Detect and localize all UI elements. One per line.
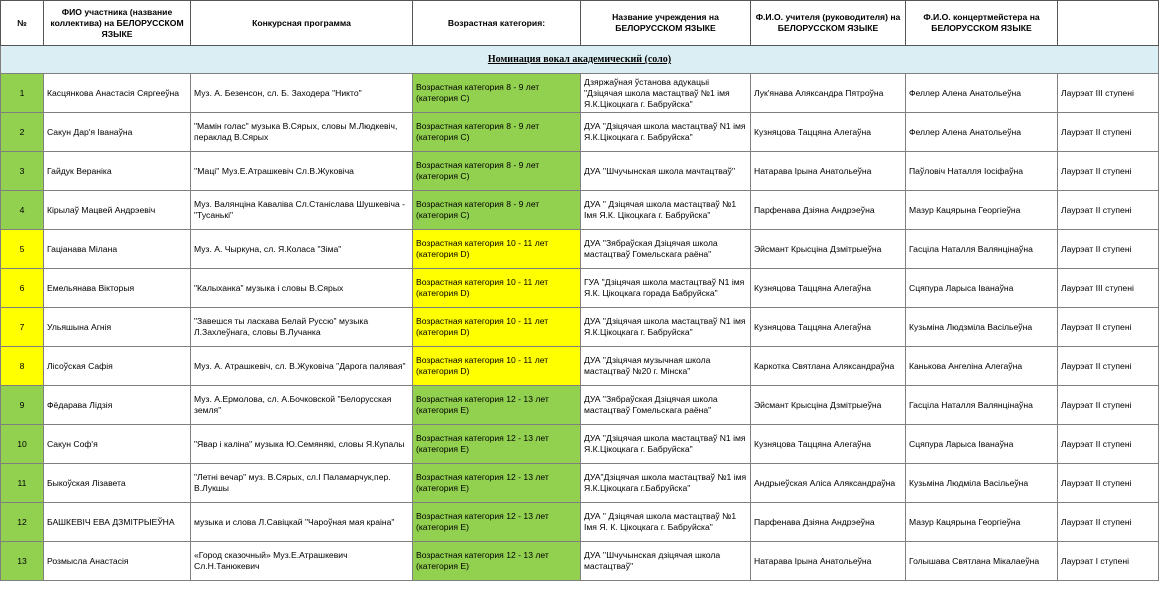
cell-school[interactable]: ДУА " Дзіцячая школа мастацтваў №1 Імя Я. К. Цікоцкага г. Бабруйска"	[581, 503, 751, 542]
cell-age[interactable]: Возрастная категория 10 - 11 лет (категория D)	[413, 230, 581, 269]
cell-program[interactable]: музыка и слова Л.Савіцкай "Чароўная мая краіна"	[191, 503, 413, 542]
header-result[interactable]	[1058, 1, 1159, 46]
cell-num[interactable]: 4	[1, 191, 44, 230]
cell-teacher[interactable]: Кузняцова Таццяна Алегаўна	[751, 113, 906, 152]
cell-school[interactable]: ДУА ''Шчучынская дзіцячая школа мастацтваў''	[581, 542, 751, 581]
table-row	[1, 542, 1159, 581]
cell-program[interactable]: "Калыханка" музыка і словы В.Сярых	[191, 269, 413, 308]
header-row	[1, 1, 1159, 46]
cell-accomp[interactable]: Мазур Кацярына Георгіеўна	[906, 191, 1058, 230]
cell-teacher[interactable]: Парфенава Дзіяна Андрэеўна	[751, 191, 906, 230]
cell-age[interactable]: Возрастная категория 12 - 13 лет (категория Е)	[413, 542, 581, 581]
cell-result[interactable]: Лаурэат II ступені	[1058, 152, 1159, 191]
cell-teacher[interactable]: Кузняцова Таццяна Алегаўна	[751, 425, 906, 464]
cell-teacher[interactable]: Парфенава Дзіяна Андрэеўна	[751, 503, 906, 542]
cell-num[interactable]: 3	[1, 152, 44, 191]
cell-age[interactable]: Возрастная категория 10 - 11 лет (категория D)	[413, 269, 581, 308]
cell-result[interactable]: Лаурэат III ступені	[1058, 74, 1159, 113]
cell-name[interactable]: БАШКЕВІЧ ЕВА ДЗМІТРЫЕЎНА	[44, 503, 191, 542]
cell-result[interactable]: Лаурэат II ступені	[1058, 308, 1159, 347]
table-row	[1, 425, 1159, 464]
cell-teacher[interactable]: Андрыеўская Аліса Аляксандраўна	[751, 464, 906, 503]
cell-result[interactable]: Лаурэат III ступені	[1058, 269, 1159, 308]
header-num[interactable]: №	[1, 1, 44, 46]
cell-accomp[interactable]: Мазур Кацярына Георгіеўна	[906, 503, 1058, 542]
cell-age[interactable]: Возрастная категория 8 - 9 лет (категория С)	[413, 113, 581, 152]
cell-age[interactable]: Возрастная категория 12 - 13 лет (категория Е)	[413, 386, 581, 425]
cell-result[interactable]: Лаурэат II ступені	[1058, 347, 1159, 386]
header-school[interactable]: Название учреждения на БЕЛОРУССКОМ ЯЗЫКЕ	[581, 1, 751, 46]
table-row	[1, 269, 1159, 308]
cell-school[interactable]: ДУА "Зябраўская Дзіцячая школа мастацтваў Гомельскага раёна"	[581, 386, 751, 425]
nomination-title[interactable]: Номинация вокал академический (соло)	[1, 46, 1159, 74]
cell-num[interactable]: 9	[1, 386, 44, 425]
cell-program[interactable]: "Летні вечар" муз. В.Сярых, сл.І Паламарчук,пер. В.Лукшы	[191, 464, 413, 503]
cell-name[interactable]: Сакун Соф'я	[44, 425, 191, 464]
header-program[interactable]: Конкурсная программа	[191, 1, 413, 46]
cell-result[interactable]: Лаурэат II ступені	[1058, 113, 1159, 152]
table-row	[1, 113, 1159, 152]
cell-accomp[interactable]: Паўловіч Наталля Іосіфаўна	[906, 152, 1058, 191]
cell-result[interactable]: Лаурэат II ступені	[1058, 386, 1159, 425]
cell-name[interactable]: Сакун Дар'я Іванаўна	[44, 113, 191, 152]
cell-program[interactable]: "Мамін голас" музыка В.Сярых, словы М.Людкевіч, пераклад В.Сярых	[191, 113, 413, 152]
cell-teacher[interactable]: Натарава Ірына Анатольеўна	[751, 152, 906, 191]
table-row	[1, 347, 1159, 386]
cell-name[interactable]: Лісоўская Сафія	[44, 347, 191, 386]
cell-school[interactable]: ДУА "Зябраўская Дзіцячая школа мастацтваў Гомельскага раёна"	[581, 230, 751, 269]
cell-result[interactable]: Лаурэат I ступені	[1058, 542, 1159, 581]
cell-program[interactable]: "Явар і каліна" музыка Ю.Семянякі, словы Я.Купалы	[191, 425, 413, 464]
cell-program[interactable]: Муз. А. Чыркуна, сл. Я.Коласа "Зіма"	[191, 230, 413, 269]
cell-result[interactable]: Лаурэат II ступені	[1058, 191, 1159, 230]
cell-program[interactable]: Муз. А.Ермолова, сл. А.Бочковской "Белорусская земля"	[191, 386, 413, 425]
cell-age[interactable]: Возрастная категория 12 - 13 лет (категория Е)	[413, 425, 581, 464]
table-row	[1, 464, 1159, 503]
cell-result[interactable]: Лаурэат II ступені	[1058, 503, 1159, 542]
cell-accomp[interactable]: Феллер Алена Анатольеўна	[906, 113, 1058, 152]
cell-age[interactable]: Возрастная категория 10 - 11 лет (категория D)	[413, 308, 581, 347]
cell-school[interactable]: Дзяржаўная ўстанова адукацыі "Дзіцячая школа мастацтваў №1 імя Я.К.Цікоцкага г. Бабруйска"	[581, 74, 751, 113]
cell-school[interactable]: ДУА"Дзіцячая школа мастацтваў №1 імя Я.К.Цікоцкага г.Бабруйска"	[581, 464, 751, 503]
cell-teacher[interactable]: Натарава Ірына Анатольеўна	[751, 542, 906, 581]
cell-result[interactable]: Лаурэат II ступені	[1058, 230, 1159, 269]
cell-num[interactable]: 6	[1, 269, 44, 308]
header-age[interactable]: Возрастная категория:	[413, 1, 581, 46]
cell-program[interactable]: Муз. Валянціна Каваліва Сл.Станіслава Шушкевіча - "Тусанькі"	[191, 191, 413, 230]
cell-accomp[interactable]: Кузьміна Людзміла Васільеўна	[906, 308, 1058, 347]
cell-num[interactable]: 5	[1, 230, 44, 269]
table-row	[1, 503, 1159, 542]
cell-program[interactable]: Муз. А. Безенсон, сл. Б. Заходера "Никто"	[191, 74, 413, 113]
cell-school[interactable]: ДУА "Дзіцячая школа мастацтваў N1 імя Я.К.Цікоцкага г. Бабруйска"	[581, 308, 751, 347]
cell-program[interactable]: "Завешся ты ласкава Белай Руссю" музыка Л.Захлеўнага, словы В.Лучанка	[191, 308, 413, 347]
cell-result[interactable]: Лаурэат II ступені	[1058, 425, 1159, 464]
cell-teacher[interactable]: Эйсмант Крысціна Дзмітрыеўна	[751, 230, 906, 269]
cell-accomp[interactable]: Сцяпура Ларыса Іванаўна	[906, 425, 1058, 464]
table-row	[1, 308, 1159, 347]
cell-name[interactable]: Розмысла Анастасія	[44, 542, 191, 581]
cell-num[interactable]: 12	[1, 503, 44, 542]
cell-num[interactable]: 7	[1, 308, 44, 347]
nomination-row	[1, 46, 1159, 74]
cell-name[interactable]: Фёдарава Лідзія	[44, 386, 191, 425]
cell-school[interactable]: ДУА "Дзіцячая школа мастацтваў N1 імя Я.К.Цікоцкага г. Бабруйска"	[581, 113, 751, 152]
table-row	[1, 74, 1159, 113]
header-teacher[interactable]: Ф.И.О. учителя (руководителя) на БЕЛОРУССКОМ ЯЗЫКЕ	[751, 1, 906, 46]
cell-name[interactable]: Ульяшына Агнія	[44, 308, 191, 347]
cell-accomp[interactable]: Гасціла Наталля Валянцінаўна	[906, 230, 1058, 269]
cell-name[interactable]: Быкоўская Лізавета	[44, 464, 191, 503]
cell-num[interactable]: 13	[1, 542, 44, 581]
cell-accomp[interactable]: Голышава Святлана Мікалаеўна	[906, 542, 1058, 581]
cell-name[interactable]: Гаціанава Мілана	[44, 230, 191, 269]
header-name[interactable]: ФИО участника (название коллектива) на БЕЛОРУССКОМ ЯЗЫКЕ	[44, 1, 191, 46]
cell-accomp[interactable]: Сцяпура Ларыса Іванаўна	[906, 269, 1058, 308]
cell-accomp[interactable]: Феллер Алена Анатольеўна	[906, 74, 1058, 113]
cell-result[interactable]: Лаурэат II ступені	[1058, 464, 1159, 503]
cell-age[interactable]: Возрастная категория 8 - 9 лет (категория С)	[413, 152, 581, 191]
cell-name[interactable]: Кірылаў Мацвей Андрэевіч	[44, 191, 191, 230]
cell-program[interactable]: «Город сказочный» Муз.Е.Атрашкевич Сл.Н.Танюкевич	[191, 542, 413, 581]
table-row	[1, 230, 1159, 269]
cell-teacher[interactable]: Эйсмант Крысціна Дзмітрыеўна	[751, 386, 906, 425]
cell-num[interactable]: 8	[1, 347, 44, 386]
header-accomp[interactable]: Ф.И.О. концертмейстера на БЕЛОРУССКОМ ЯЗЫКЕ	[906, 1, 1058, 46]
cell-school[interactable]: ГУА "Дзіцячая школа мастацтваў N1 імя Я.К. Цікоцкага горада Бабруйска"	[581, 269, 751, 308]
table-row	[1, 386, 1159, 425]
cell-program[interactable]: ''Маці'' Муз.Е.Атрашкевіч Сл.В.Жуковіча	[191, 152, 413, 191]
cell-school[interactable]: ДУА "Дзіцячая школа мастацтваў N1 імя Я.К.Цікоцкага г. Бабруйска"	[581, 425, 751, 464]
cell-school[interactable]: ДУА ''Шчучынская школа мачтацтваў''	[581, 152, 751, 191]
cell-num[interactable]: 11	[1, 464, 44, 503]
cell-age[interactable]: Возрастная категория 12 - 13 лет (категория Е)	[413, 503, 581, 542]
cell-accomp[interactable]: Гасціла Наталля Валянцінаўна	[906, 386, 1058, 425]
cell-accomp[interactable]: Кузьміна Людміла Васільеўна	[906, 464, 1058, 503]
cell-teacher[interactable]: Каркотка Святлана Аляксандраўна	[751, 347, 906, 386]
cell-teacher[interactable]: Кузняцова Таццяна Алегаўна	[751, 269, 906, 308]
cell-age[interactable]: Возрастная категория 12 - 13 лет (категория Е)	[413, 464, 581, 503]
cell-name[interactable]: Касцянкова Анастасія Сяргееўна	[44, 74, 191, 113]
cell-program[interactable]: Муз. А. Атрашкевіч, сл. В.Жуковіча "Дарога палявая"	[191, 347, 413, 386]
table-row	[1, 152, 1159, 191]
cell-school[interactable]: ДУА "Дзіцячая музычная школа мастацтваў №20 г. Мінска"	[581, 347, 751, 386]
cell-name[interactable]: Гайдук Вераніка	[44, 152, 191, 191]
cell-accomp[interactable]: Канькова Ангеліна Алегаўна	[906, 347, 1058, 386]
cell-name[interactable]: Емельянава Вікторыя	[44, 269, 191, 308]
cell-school[interactable]: ДУА " Дзіцячая школа мастацтваў №1 Імя Я.К. Цікоцкага г. Бабруйска"	[581, 191, 751, 230]
cell-num[interactable]: 10	[1, 425, 44, 464]
cell-age[interactable]: Возрастная категория 8 - 9 лет (категория С)	[413, 74, 581, 113]
cell-teacher[interactable]: Кузняцова Таццяна Алегаўна	[751, 308, 906, 347]
cell-num[interactable]: 2	[1, 113, 44, 152]
cell-teacher[interactable]: Лук'янава Аляксандра Пятроўна	[751, 74, 906, 113]
cell-age[interactable]: Возрастная категория 8 - 9 лет (категория С)	[413, 191, 581, 230]
cell-age[interactable]: Возрастная категория 10 - 11 лет (категория D)	[413, 347, 581, 386]
cell-num[interactable]: 1	[1, 74, 44, 113]
table-row	[1, 191, 1159, 230]
